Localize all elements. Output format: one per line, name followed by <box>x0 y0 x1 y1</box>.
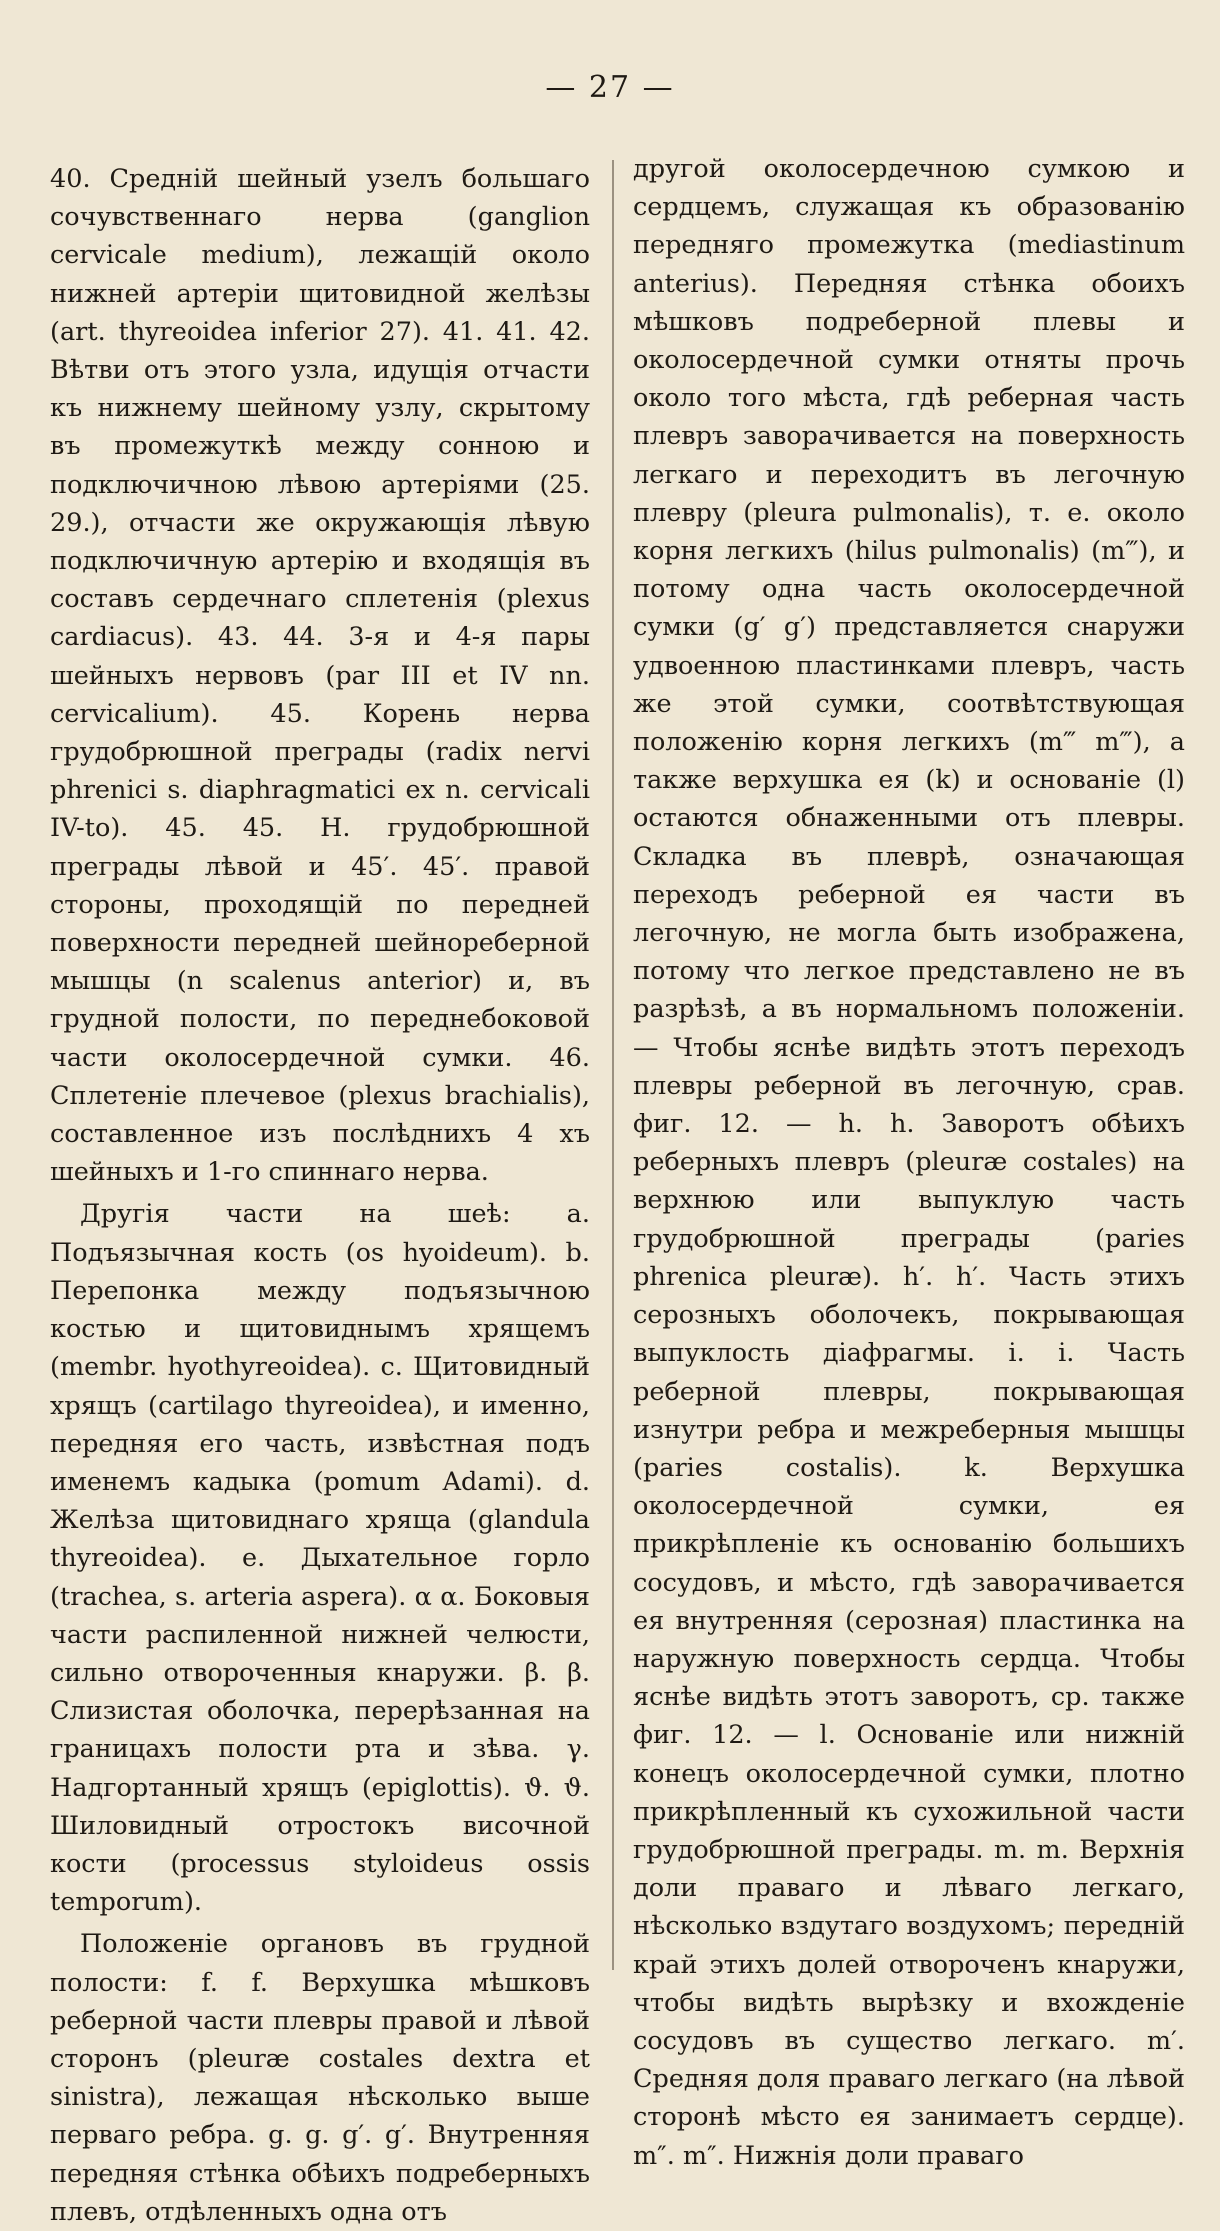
right-column <box>633 150 1185 2175</box>
paragraph-nerves: 40. Средній шейный узелъ большаго сочувственнаго нерва (ganglion cervicale medium), лежащій около нижней артеріи щитовидной желѣзы (art. thyreoidea inferior 27). 41. 41. 42. Вѣтви отъ этого узла, идущія отчасти къ нижнему шейному узлу, скрытому въ промежуткѣ между сонною и подключичною лѣвою артеріями (25. 29.), отчасти же окружающія лѣвую подключичную артерію и входящія въ составъ сердечнаго сплетенія (plexus cardiacus). 43. 44. 3-я и 4-я пары шейныхъ нервовъ (par III et IV nn. cervicalium). 45. Корень нерва грудобрюшной преграды (radix nervi phrenici s. diaphragmatici ex n. cervicali IV-to). 45. 45. Н. грудобрюшной преграды лѣвой и 45′. 45′. правой стороны, проходящій по передней поверхности передней шейнореберной мышцы (n scalenus anterior) и, въ грудной полости, по переднебоковой части околосердечной сумки. 46. Сплетеніе плечевое (plexus brachialis), составленное изъ послѣднихъ 4 хъ шейныхъ и 1-го спиннаго нерва. <box>50 164 590 1188</box>
paragraph-continued: другой околосердечною сумкою и сердцемъ, служащая къ образованію передняго промежутка (mediastinum anterius). Передняя стѣнка обоихъ мѣшковъ подреберной плевы и околосердечной сумки отняты прочь около того мѣста, гдѣ реберная часть плевръ заворачивается на поверхность легкаго и переходитъ въ легочную плевру (pleura pulmonalis), т. е. около корня легкихъ (hilus pulmonalis) (m‴), и потому одна часть околосердечной сумки (g′ g′) представляется снаружи удвоенною пластинками плевръ, часть же этой сумки, соотвѣтствующая положенію корня легкихъ (m‴ m‴), а также верхушка ея (k) и основаніе (l) остаются обнаженными отъ плевры. Складка въ плеврѣ, означающая переходъ реберной ея части въ легочную, не могла быть изображена, потому что легкое представлено не въ разрѣзѣ, а въ нормальномъ положеніи. — Чтобы яснѣе видѣть этотъ переходъ плевры реберной въ легочную, срав. фиг. 12. — h. h. Заворотъ обѣихъ реберныхъ плевръ (pleuræ costales) на верхнюю или выпуклую часть грудобрюшной преграды (paries phrenica pleuræ). h′. h′. Часть этихъ серозныхъ оболочекъ, покрывающая выпуклость діафрагмы. i. i. Часть реберной плевры, покрывающая изнутри ребра и межреберныя мышцы (paries costalis). k. Верхушка околосердечной сумки, ея прикрѣпленіе къ основанію большихъ сосудовъ, и мѣсто, гдѣ заворачивается ея внутренняя (серозная) пластинка на наружную поверхность сердца. Чтобы яснѣе видѣть этотъ заворотъ, ср. также фиг. 12. — l. Основаніе или нижній конецъ околосердечной сумки, плотно прикрѣпленный къ сухожильной части грудобрюшной преграды. m. m. Верхнія доли праваго и лѣваго легкаго, нѣсколько вздутаго воздухомъ; передній край этихъ долей отвороченъ кнаружи, чтобы видѣть вырѣзку и вхожденіе сосудовъ въ существо легкаго. m′. Средняя доля праваго легкаго (на лѣвой сторонѣ мѣсто ея занимаетъ сердце). m″. m″. Нижнія доли праваго <box>633 154 1185 2171</box>
column-divider <box>612 160 614 1970</box>
paragraph-neck-parts: Другія части на шеѣ: a. Подъязычная кость (os hyoideum). b. Перепонка между подъязычною костью и щитовиднымъ хрящемъ (membr. hyothyreoidea). c. Щитовидный хрящъ (cartilago thyreoidea), и именно, передняя его часть, извѣстная подъ именемъ кадыка (pomum Adami). d. Желѣза щитовиднаго хряща (glandula thyreoidea). e. Дыхательное горло (trachea, s. arteria aspera). α α. Боковыя части распиленной нижней челюсти, сильно отвороченныя кнаружи. β. β. Слизистая оболочка, перерѣзанная на границахъ полости рта и зѣва. γ. Надгортанный хрящъ (epiglottis). ϑ. ϑ. Шиловидный отростокъ височной кости (processus styloideus ossis temporum). <box>50 1199 590 1918</box>
page-number: — 27 — <box>545 70 675 105</box>
left-column <box>50 160 590 2231</box>
paragraph-thorax-organs: Положеніе органовъ въ грудной полости: f. f. Верхушка мѣшковъ реберной части плевры правой и лѣвой сторонъ (pleuræ costales dextra et sinistra), лежащая нѣсколько выше перваго ребра. g. g. g′. g′. Внутренняя передняя стѣнка обѣихъ подреберныхъ плевъ, отдѣленныхъ одна отъ <box>50 1929 590 2227</box>
